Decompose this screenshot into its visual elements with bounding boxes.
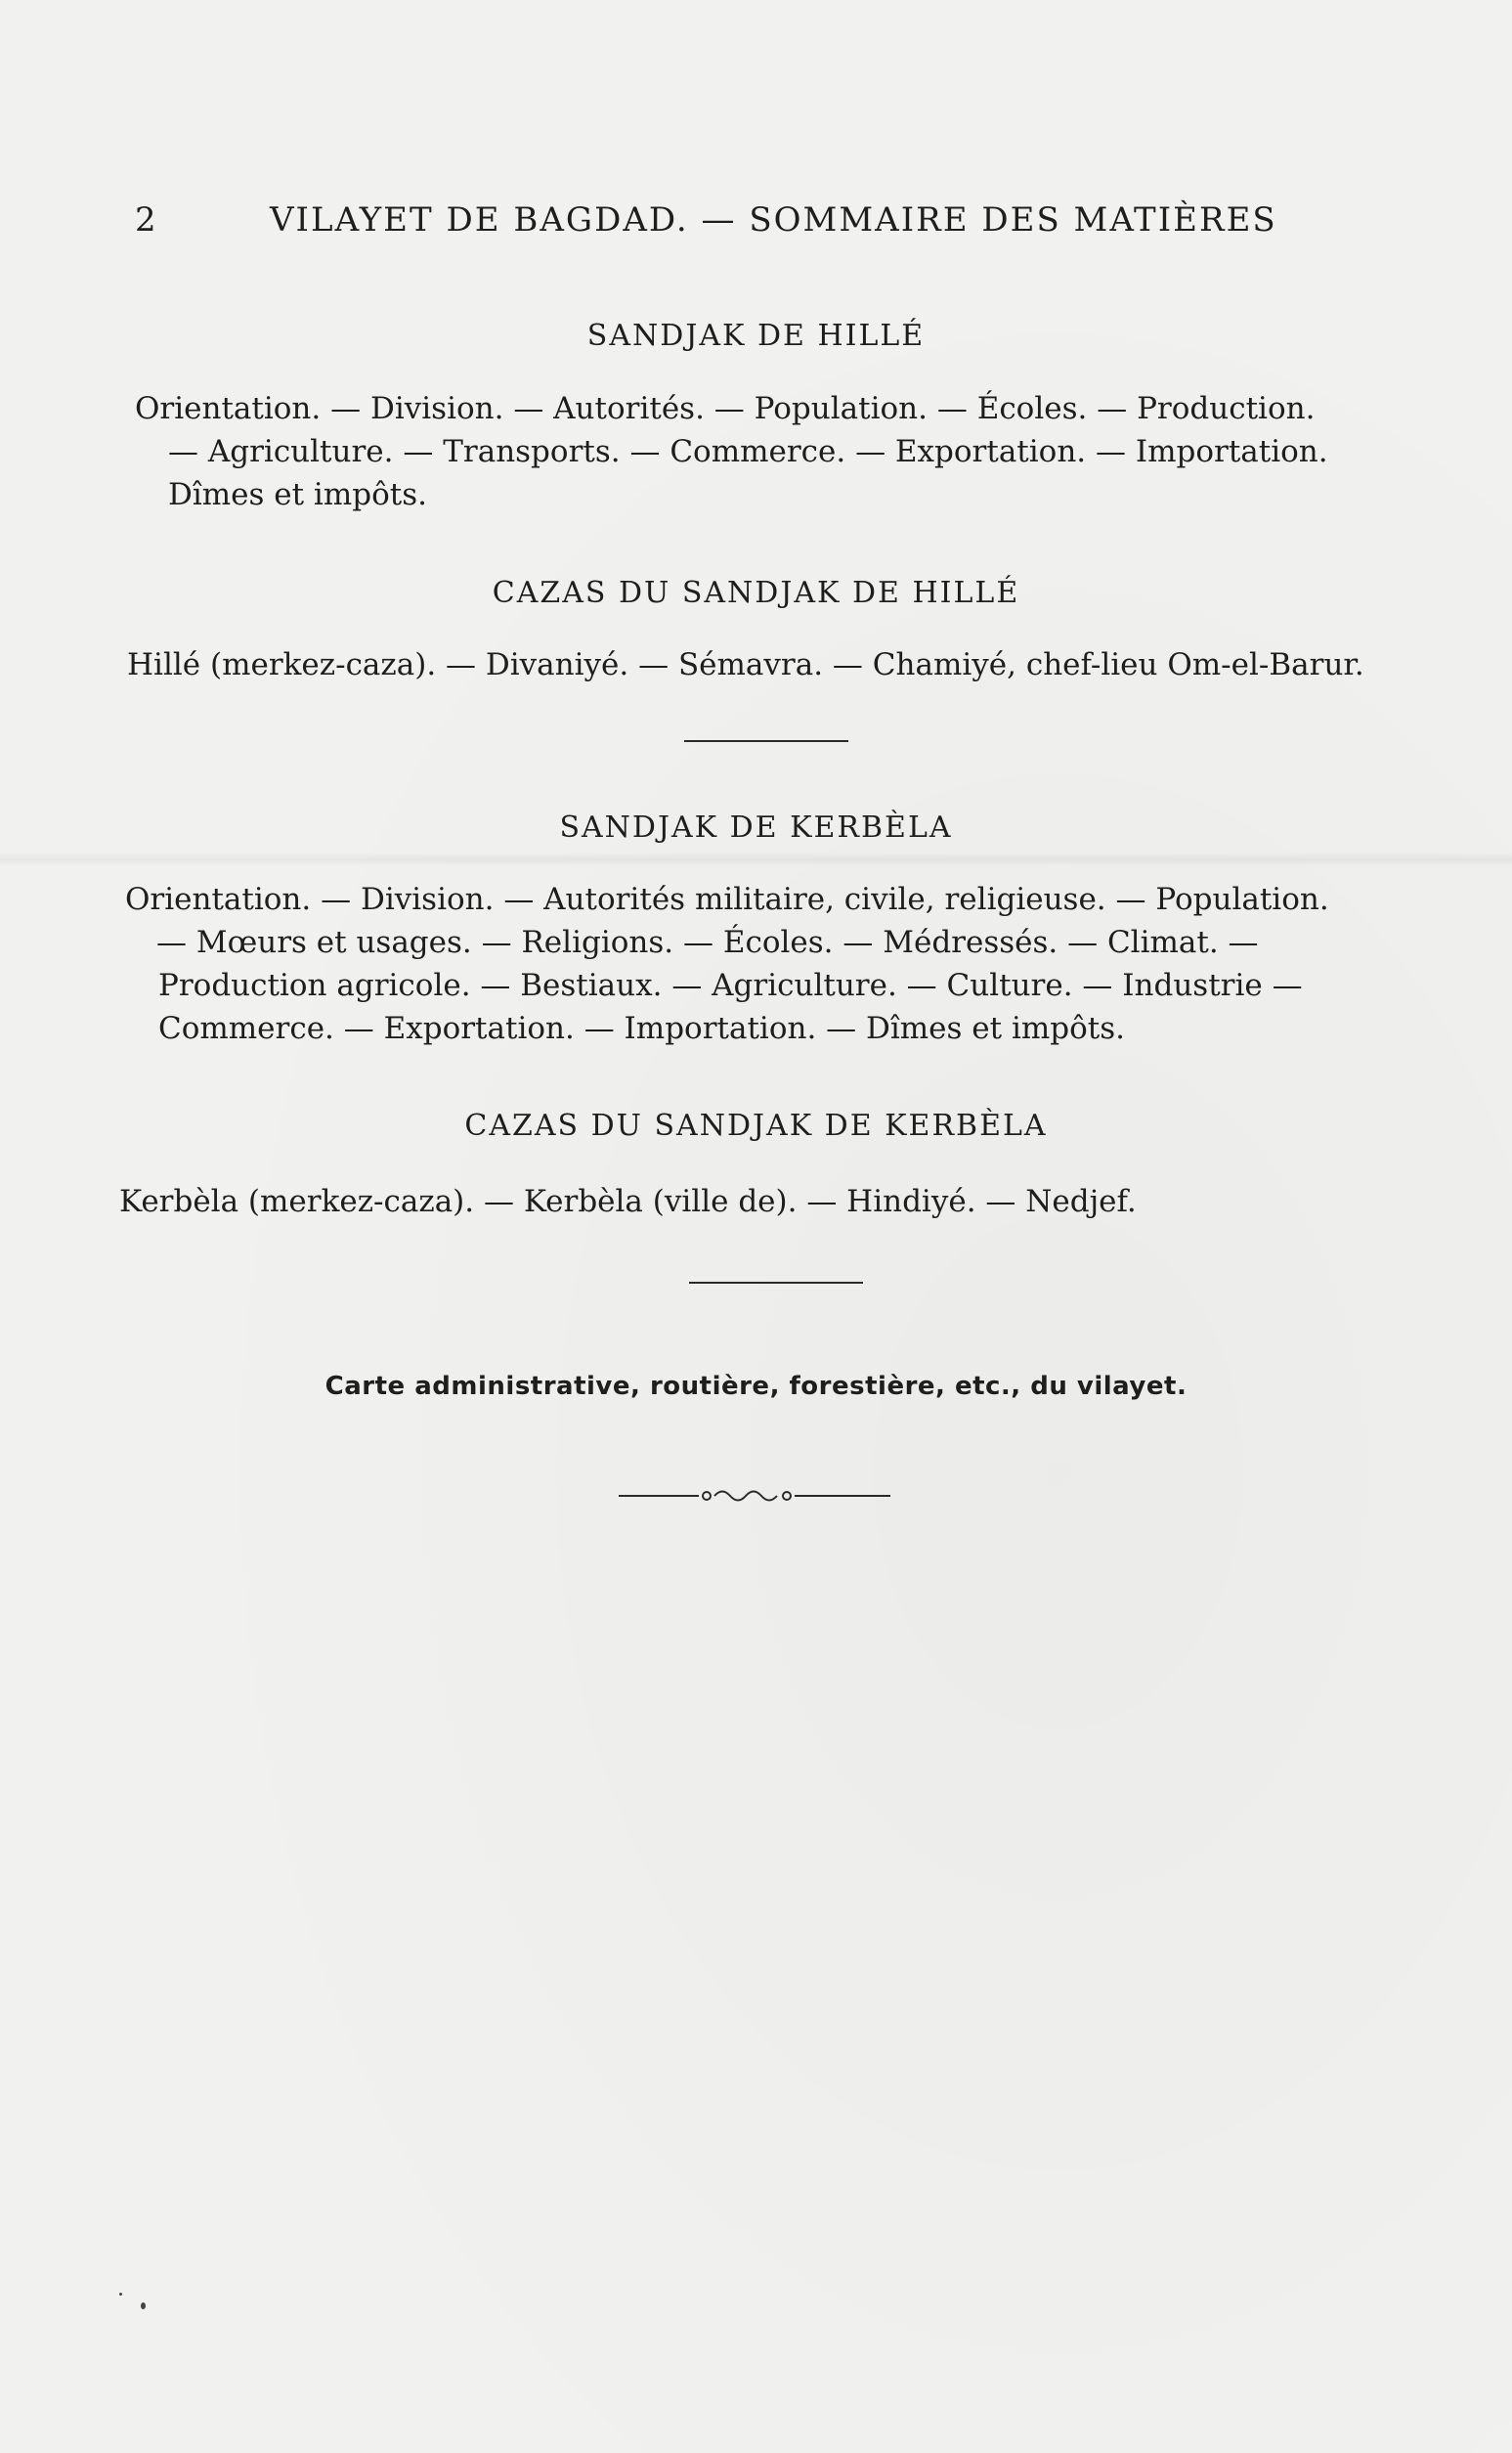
body-line: — Mœurs et usages. — Religions. — Écoles. — Médressés. — Climat. — [156,925,1259,960]
section-heading-cazas-hille: CAZAS DU SANDJAK DE HILLÉ [492,576,1020,610]
ink-speck [141,2302,146,2309]
body-line: Kerbèla (merkez-caza). — Kerbèla (ville de). — Hindiyé. — Nedjef. [119,1184,1137,1219]
section-body-cazas-kerbela [119,1180,1390,1223]
section-heading-sandjak-kerbela: SANDJAK DE KERBÈLA [559,810,953,845]
map-caption: Carte administrative, routière, forestière, etc., du vilayet. [324,1372,1188,1401]
end-ornament [619,1486,892,1506]
section-heading-sandjak-hille: SANDJAK DE HILLÉ [586,319,926,353]
ink-speck [119,2293,122,2296]
body-line: Hillé (merkez-caza). — Divaniyé. — Sémavra. — Chamiyé, chef-lieu Om-el-Barur. [127,647,1364,682]
body-line: Commerce. — Exportation. — Importation. — Dîmes et impôts. [158,1011,1125,1046]
section-body-cazas-hille [127,643,1398,686]
body-line: Orientation. — Division. — Autorités. — Population. — Écoles. — Production. [135,391,1316,426]
separator-rule [689,1282,863,1284]
section-body-sandjak-kerbela [125,878,1398,1050]
separator-rule [684,740,848,742]
section-body-sandjak-hille [135,387,1398,516]
body-line: Dîmes et impôts. [168,477,427,512]
body-line: Production agricole. — Bestiaux. — Agriculture. — Culture. — Industrie — [158,968,1303,1003]
body-line: Orientation. — Division. — Autorités militaire, civile, religieuse. — Population. [125,882,1329,917]
page-header [135,200,1415,249]
running-title: VILAYET DE BAGDAD. — SOMMAIRE DES MATIÈRES [270,200,1277,240]
body-line: — Agriculture. — Transports. — Commerce. — Exportation. — Importation. [168,434,1328,469]
section-heading-cazas-kerbela: CAZAS DU SANDJAK DE KERBÈLA [464,1109,1048,1143]
fold-shadow [0,853,1512,866]
page-number: 2 [135,200,157,240]
